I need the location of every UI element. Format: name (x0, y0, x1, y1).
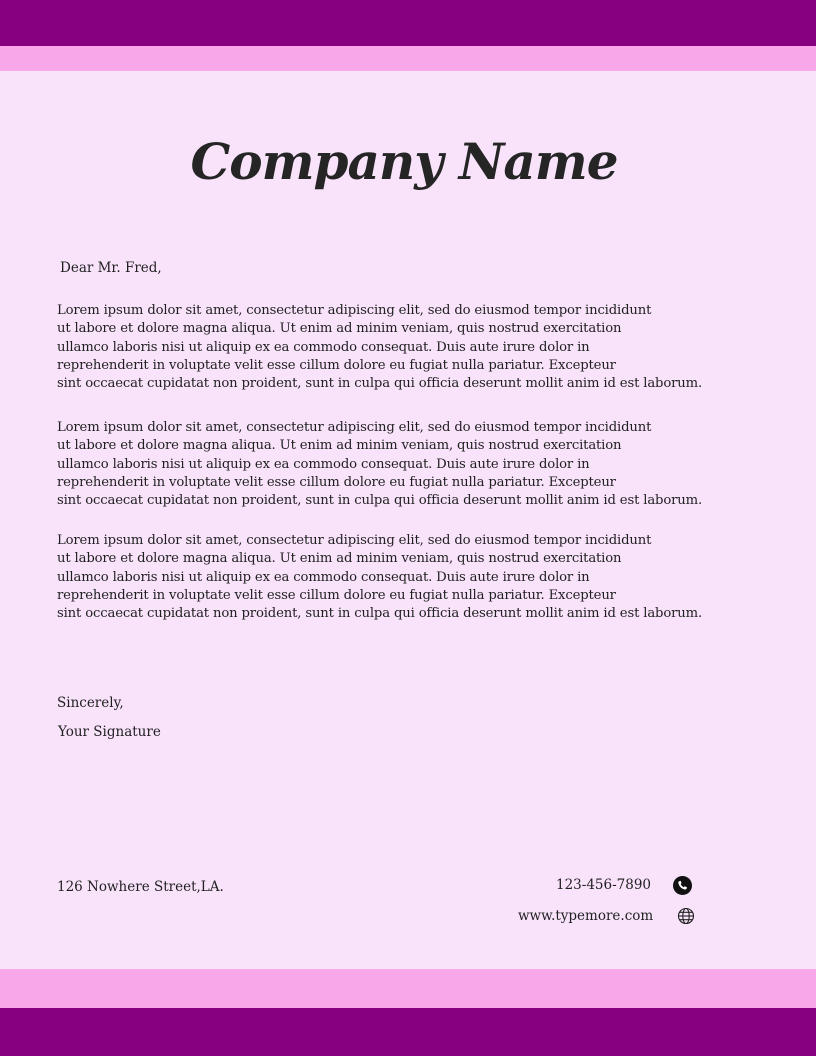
body-paragraph: Lorem ipsum dolor sit amet, consectetur adipiscing elit, sed do eiusmod tempor incididunt ut labore et dolore magna aliqua. Ut enim ad minim veniam, quis nostrud exercitation ullamco laboris nisi ut aliquip ex ea commodo consequat. Duis aute irure dolor in reprehenderit in voluptate velit esse cillum dolore eu fugiat nulla pariatur. Excepteur sint occaecat cupidatat non proident, sunt in culpa qui officia deserunt mollit anim id est laborum. (57, 420, 703, 509)
signature: Your Signature (58, 724, 161, 740)
body-paragraph: Lorem ipsum dolor sit amet, consectetur adipiscing elit, sed do eiusmod tempor incididunt ut labore et dolore magna aliqua. Ut enim ad minim veniam, quis nostrud exercitation ullamco laboris nisi ut aliquip ex ea commodo consequat. Duis aute irure dolor in reprehenderit in voluptate velit esse cillum dolore eu fugiat nulla pariatur. Excepteur sint occaecat cupidatat non proident, sunt in culpa qui officia deserunt mollit anim id est laborum. (57, 533, 703, 622)
phone-icon (673, 876, 692, 895)
salutation: Dear Mr. Fred, (60, 260, 162, 276)
globe-icon (677, 907, 695, 925)
footer-website: www.typemore.com (518, 908, 654, 924)
footer-band-dark (0, 1008, 816, 1056)
header-band-light (0, 46, 816, 71)
footer-address: 126 Nowhere Street,LA. (57, 879, 224, 895)
footer-phone: 123-456-7890 (556, 877, 652, 893)
closing: Sincerely, (57, 695, 124, 711)
footer-band-light (0, 969, 816, 1008)
body-paragraph: Lorem ipsum dolor sit amet, consectetur adipiscing elit, sed do eiusmod tempor incididunt ut labore et dolore magna aliqua. Ut enim ad minim veniam, quis nostrud exercitation ullamco laboris nisi ut aliquip ex ea commodo consequat. Duis aute irure dolor in reprehenderit in voluptate velit esse cillum dolore eu fugiat nulla pariatur. Excepteur sint occaecat cupidatat non proident, sunt in culpa qui officia deserunt mollit anim id est laborum. (57, 303, 703, 392)
company-name: Company Name (190, 132, 618, 191)
header-band-dark (0, 0, 816, 46)
